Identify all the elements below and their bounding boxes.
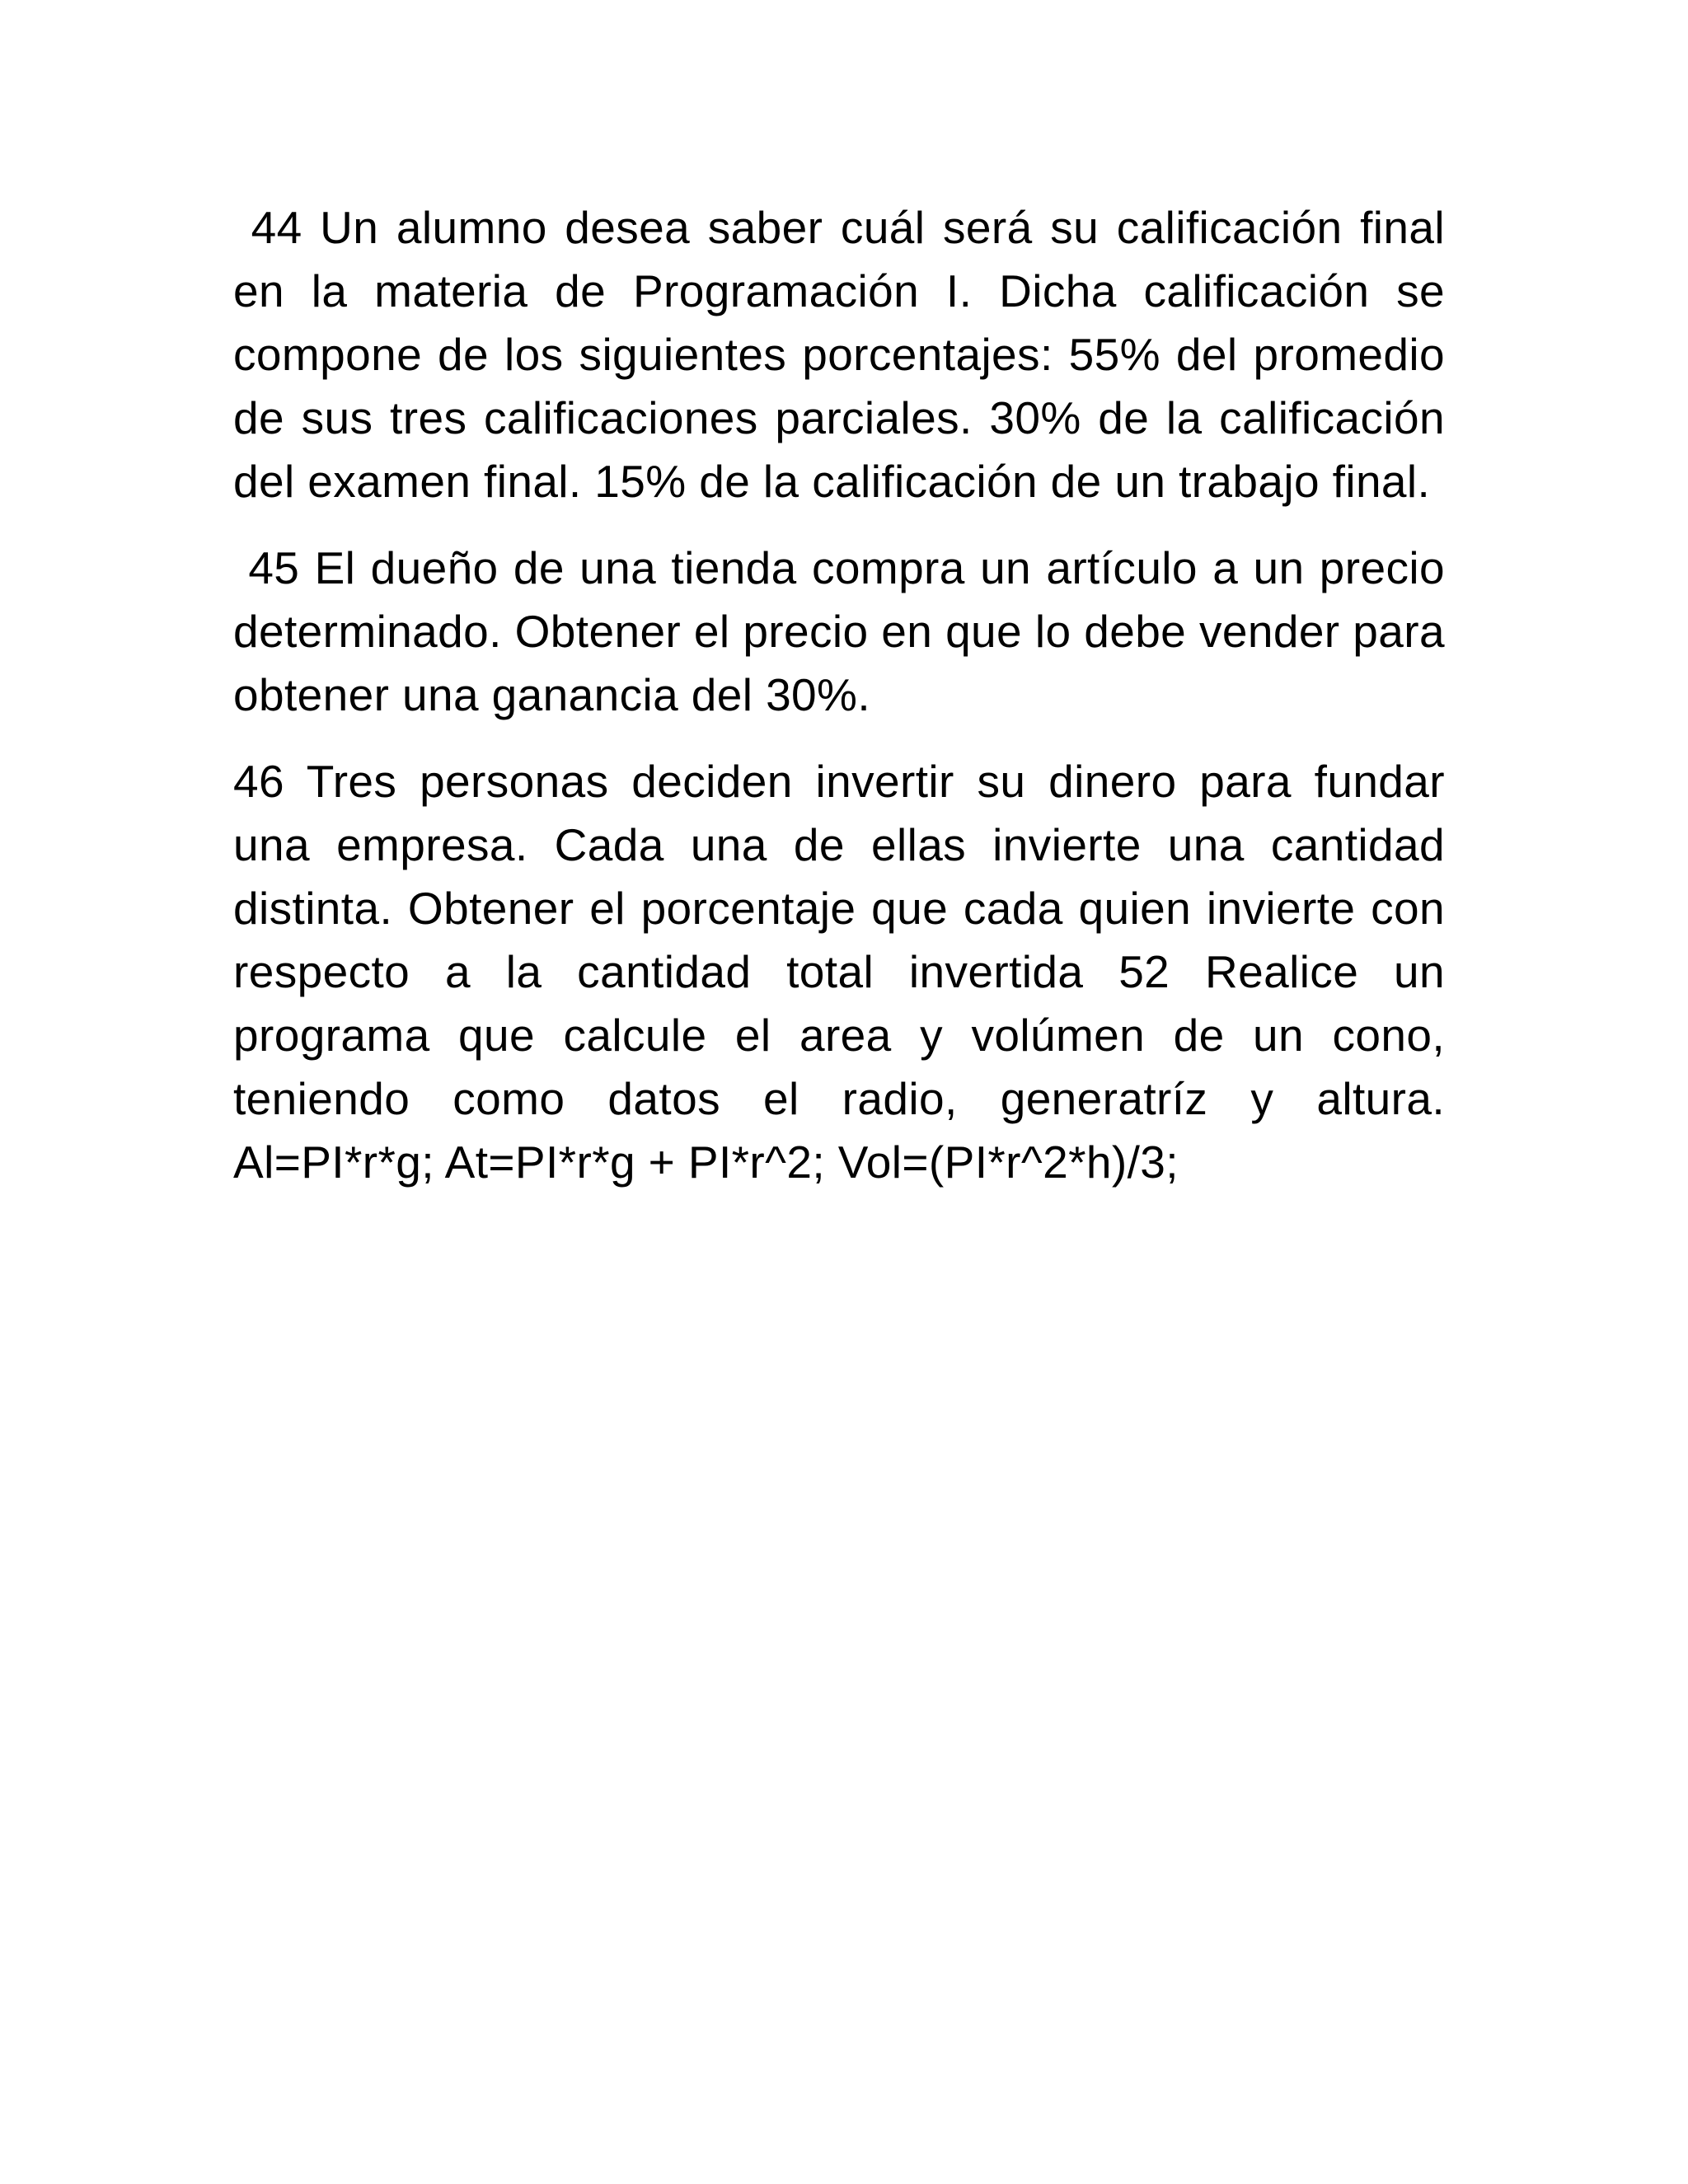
paragraph-44: 44 Un alumno desea saber cuál será su calificación final en la materia de Programación I. Dicha calificación se compone de los siguientes porcentajes: 55% del promedio de sus tres calificaciones parciales. 30% de la calificación del examen final. 15% de la calificación de un trabajo final. <box>233 202 1458 507</box>
paragraph-46: 46 Tres personas deciden invertir su dinero para fundar una empresa. Cada una de ellas invierte una cantidad distinta. Obtener el porcentaje que cada quien invierte con respecto a la cantidad total invertida 52 Realice un programa que calcule el area y volúmen de un cono, teniendo como datos el radio, generatríz y altura. Al=PI*r*g; At=PI*r*g + PI*r^2; Vol=(PI*r^2*h)/3; <box>233 756 1445 1188</box>
document-body <box>233 196 1458 1217</box>
paragraph-45: 45 El dueño de una tienda compra un artículo a un precio determinado. Obtener el precio en que lo debe vender para obtener una ganancia del 30%. <box>233 542 1458 720</box>
